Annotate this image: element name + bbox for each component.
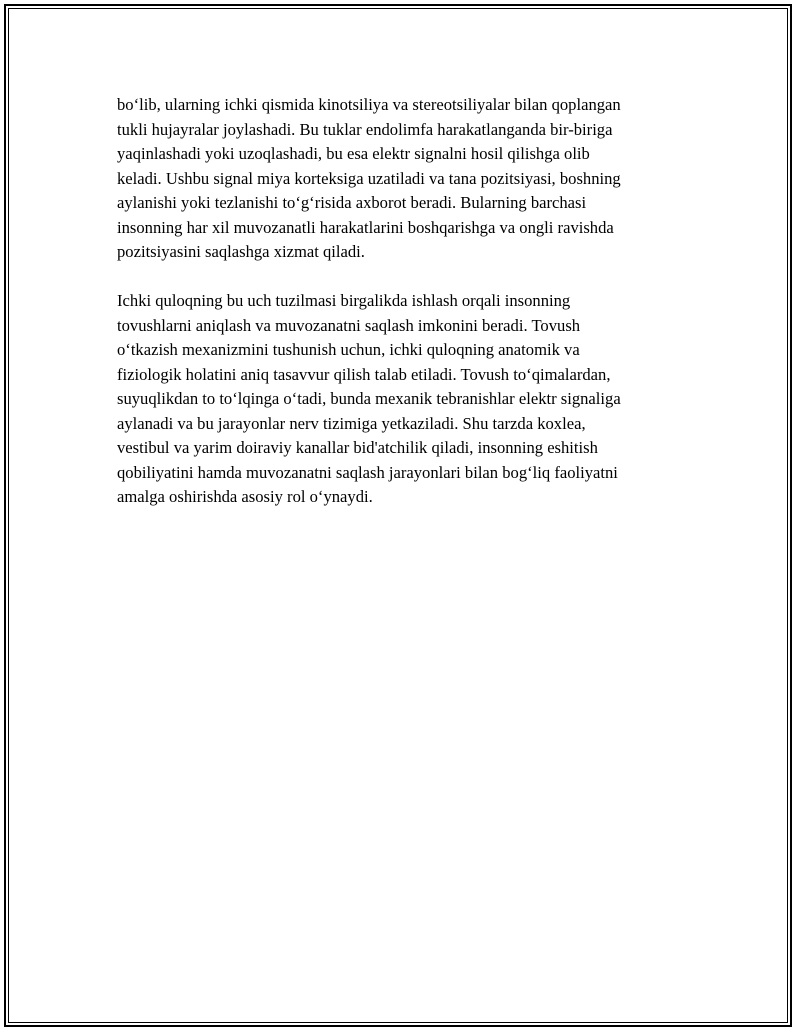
paragraph-1: bo‘lib, ularning ichki qismida kinotsiliya va stereotsiliyalar bilan qoplangan tukli hujayralar joylashadi. Bu tuklar endolimfa harakatlanganda bir-biriga yaqinlashadi yoki uzoqlashadi, bu esa elektr signalni hosil qilishga olib keladi. Ushbu signal miya korteksiga uzatiladi va tana pozitsiyasi, boshning aylanishi yoki tezlanishi to‘g‘risida axborot beradi. Bularning barchasi insonning har xil muvozanatli harakatlarini boshqarishga va ongli ravishda pozitsiyasini saqlashga xizmat qiladi.	[117, 95, 621, 261]
paragraph-2: Ichki quloqning bu uch tuzilmasi birgalikda ishlash orqali insonning tovushlarni aniqlash va muvozanatni saqlash imkonini beradi. Tovush o‘tkazish mexanizmini tushunish uchun, ichki quloqning anatomik va fiziologik holatini aniq tasavvur qilish talab etiladi. Tovush to‘qimalardan, suyuqlikdan to to‘lqinga o‘tadi, bunda mexanik tebranishlar elektr signaliga aylanadi va bu jarayonlar nerv tizimiga yetkaziladi. Shu tarzda koxlea, vestibul va yarim doiraviy kanallar bid'atchilik qiladi, insonning eshitish qobiliyatini hamda muvozanatni saqlash jarayonlari bilan bog‘liq faoliyatni amalga oshirishda asosiy rol o‘ynaydi.	[117, 291, 621, 506]
document-body	[117, 93, 687, 510]
